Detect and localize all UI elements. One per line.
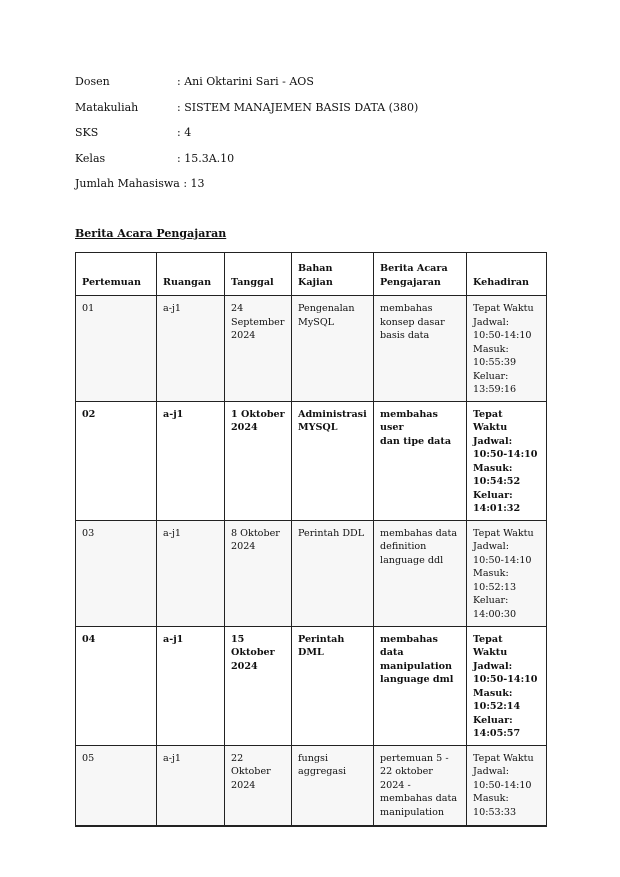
- matakuliah-value: : SISTEM MANAJEMEN BASIS DATA (380): [177, 100, 419, 114]
- info-row-dosen: [75, 74, 475, 100]
- table-row: [76, 745, 547, 826]
- text-line: 24: [231, 303, 244, 314]
- text-line: Oktober: [231, 766, 271, 777]
- text-line: Oktober: [231, 647, 275, 658]
- cell-kehadiran: [467, 401, 547, 520]
- header-kajian-line: Kajian: [298, 276, 333, 288]
- cell-ruangan: a-j1: [157, 520, 225, 626]
- cell-bahan: [292, 520, 374, 626]
- text-line: Perintah DDL: [298, 527, 365, 539]
- text-line: basis data: [380, 330, 430, 341]
- text-line: Jadwal:: [473, 766, 509, 777]
- text-line: 14:05:57: [473, 728, 521, 739]
- table-row: [76, 401, 547, 520]
- section-title: Berita Acara Pengajaran: [75, 227, 227, 240]
- cell-tanggal: [225, 745, 292, 826]
- text-line: Jadwal:: [473, 660, 513, 672]
- table-row: [76, 296, 547, 402]
- cell-bahan: [292, 401, 374, 520]
- cell-berita: [374, 401, 467, 520]
- text-line: Keluar:: [473, 489, 513, 501]
- table-header-row: [76, 253, 547, 296]
- text-line: Masuk:: [473, 462, 513, 474]
- cell-berita: [374, 296, 467, 402]
- text-line: Administrasi: [298, 408, 367, 420]
- text-line: dan tipe data: [380, 435, 452, 447]
- text-line: Masuk:: [473, 343, 509, 355]
- info-row-jumlah: [75, 176, 475, 202]
- text-line: fungsi: [298, 752, 329, 764]
- text-line: 2024: [231, 779, 256, 791]
- text-line: 10:52:13: [473, 581, 517, 593]
- cell-ruangan: a-j1: [157, 296, 225, 402]
- info-row-sks: [75, 125, 475, 151]
- cell-tanggal: [225, 401, 292, 520]
- course-info: [75, 74, 475, 202]
- cell-bahan: [292, 745, 374, 826]
- text-line: 14:00:30: [473, 608, 517, 620]
- text-line: Jadwal:: [473, 541, 509, 552]
- text-line: language ddl: [380, 554, 444, 566]
- teaching-report-table: [75, 252, 547, 827]
- text-line: 10:50-14:10: [473, 674, 538, 685]
- text-line: 2024: [231, 330, 256, 341]
- header-pengajaran-line: Pengajaran: [380, 276, 441, 288]
- info-row-kelas: [75, 151, 475, 177]
- text-line: 22: [231, 752, 244, 764]
- text-line: 10:52:14: [473, 701, 521, 712]
- text-line: aggregasi: [298, 766, 347, 777]
- text-line: 1 Oktober: [231, 408, 285, 420]
- kelas-label: Kelas: [75, 151, 106, 165]
- cell-berita: [374, 520, 467, 626]
- cell-berita: [374, 626, 467, 745]
- text-line: manipulation: [380, 660, 452, 672]
- text-line: Jadwal:: [473, 316, 509, 328]
- text-line: Tepat Waktu: [473, 408, 508, 433]
- text-line: membahas data: [380, 793, 458, 804]
- text-line: Keluar:: [473, 714, 513, 726]
- text-line: Tepat Waktu: [473, 752, 534, 764]
- cell-ruangan: a-j1: [157, 745, 225, 826]
- text-line: 10:50-14:10: [473, 554, 532, 566]
- cell-tanggal: [225, 626, 292, 745]
- cell-ruangan: a-j1: [157, 401, 225, 520]
- cell-pertemuan: 05: [76, 745, 157, 826]
- text-line: 10:50-14:10: [473, 330, 532, 341]
- table-row: [76, 626, 547, 745]
- jumlah-mahasiswa: Jumlah Mahasiswa : 13: [75, 177, 205, 190]
- text-line: 2024: [231, 541, 256, 552]
- cell-kehadiran: [467, 296, 547, 402]
- sks-value: : 4: [177, 126, 192, 139]
- text-line: Keluar:: [473, 595, 509, 606]
- matakuliah-label: Matakuliah: [75, 100, 139, 114]
- text-line: 10:54:52: [473, 476, 521, 487]
- kelas-value: : 15.3A.10: [177, 151, 235, 165]
- text-line: 10:53:33: [473, 806, 517, 818]
- text-line: 8 Oktober: [231, 527, 280, 539]
- text-line: pertemuan 5 -: [380, 752, 449, 764]
- dosen-label: Dosen: [75, 75, 110, 88]
- header-bahan-line: Bahan: [298, 263, 333, 274]
- text-line: Tepat Waktu: [473, 633, 508, 658]
- text-line: 22 oktober: [380, 766, 433, 777]
- text-line: Jadwal:: [473, 435, 513, 447]
- cell-ruangan: a-j1: [157, 626, 225, 745]
- text-line: 10:50-14:10: [473, 779, 532, 791]
- info-row-matakuliah: [75, 100, 475, 126]
- text-line: 2024: [231, 422, 258, 433]
- cell-bahan: [292, 296, 374, 402]
- cell-pertemuan: 04: [76, 626, 157, 745]
- text-line: language dml: [380, 674, 454, 685]
- cell-kehadiran: [467, 520, 547, 626]
- text-line: September: [231, 316, 285, 328]
- cell-pertemuan: 01: [76, 296, 157, 402]
- text-line: membahas data: [380, 633, 438, 658]
- text-line: 2024: [231, 660, 258, 672]
- cell-pertemuan: 02: [76, 401, 157, 520]
- text-line: Masuk:: [473, 793, 509, 804]
- text-line: Pengenalan: [298, 303, 355, 314]
- header-berita-acara: [374, 253, 467, 296]
- text-line: manipulation: [380, 806, 445, 818]
- text-line: membahas: [380, 303, 433, 314]
- text-line: membahas user: [380, 408, 438, 433]
- header-tanggal: Tanggal: [225, 253, 292, 296]
- cell-tanggal: [225, 520, 292, 626]
- cell-kehadiran: [467, 626, 547, 745]
- cell-tanggal: [225, 296, 292, 402]
- text-line: 10:55:39: [473, 357, 517, 368]
- header-bahan-kajian: [292, 253, 374, 296]
- cell-pertemuan: 03: [76, 520, 157, 626]
- text-line: MYSQL: [298, 422, 338, 433]
- text-line: Keluar:: [473, 370, 509, 382]
- table-row: [76, 520, 547, 626]
- header-ruangan: Ruangan: [157, 253, 225, 296]
- text-line: 10:50-14:10: [473, 449, 538, 460]
- sks-label: SKS: [75, 126, 99, 139]
- text-line: konsep dasar: [380, 316, 445, 328]
- text-line: Masuk:: [473, 568, 509, 579]
- text-line: definition: [380, 541, 427, 552]
- text-line: Masuk:: [473, 687, 513, 699]
- cell-bahan: [292, 626, 374, 745]
- dosen-value: : Ani Oktarini Sari - AOS: [177, 75, 314, 88]
- text-line: 14:01:32: [473, 503, 521, 514]
- text-line: 15: [231, 633, 245, 645]
- text-line: 2024 -: [380, 779, 411, 791]
- cell-kehadiran: [467, 745, 547, 826]
- header-berita-line: Berita Acara: [380, 263, 448, 274]
- text-line: Perintah DML: [298, 633, 345, 658]
- header-kehadiran: Kehadiran: [467, 253, 547, 296]
- text-line: 13:59:16: [473, 384, 517, 395]
- text-line: Tepat Waktu: [473, 527, 534, 539]
- cell-berita: [374, 745, 467, 826]
- text-line: MySQL: [298, 316, 335, 328]
- header-pertemuan: Pertemuan: [76, 253, 157, 296]
- text-line: membahas data: [380, 527, 458, 539]
- text-line: Tepat Waktu: [473, 303, 534, 314]
